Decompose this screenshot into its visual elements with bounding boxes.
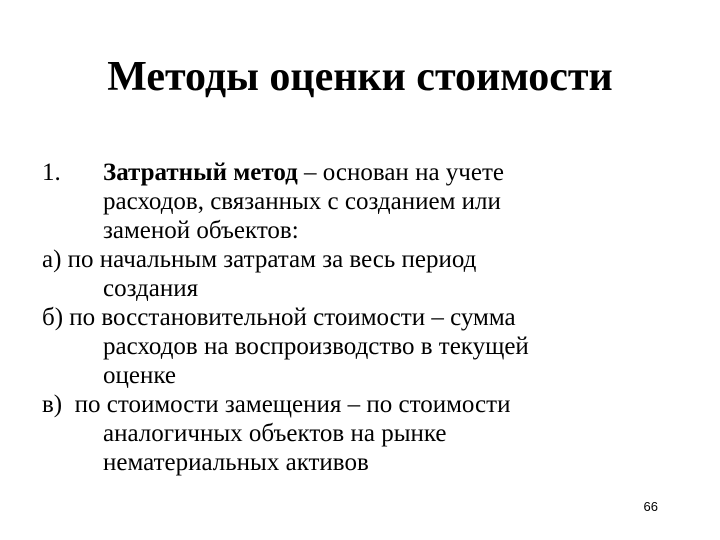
list-item-1 <box>42 158 682 245</box>
list-item-a <box>42 245 682 303</box>
list-item-1-line-1 <box>42 158 682 187</box>
slide-title: Методы оценки стоимости <box>107 54 613 100</box>
list-item-b-line-3: оценке <box>103 362 176 389</box>
list-item-1-number: 1. <box>42 159 61 186</box>
list-item-1-line-3: заменой объектов: <box>103 217 299 244</box>
list-item-a-line-1: а) по начальным затратам за весь период <box>42 246 477 273</box>
list-item-1-line-2: расходов, связанных с созданием или <box>103 188 501 215</box>
list-item-b-line-1: б) по восстановительной стоимости – сумма <box>42 304 516 331</box>
list-item-c-line-3: нематериальных активов <box>103 449 369 476</box>
list-item-a-line-2: создания <box>103 275 199 302</box>
list-item-b <box>42 303 682 390</box>
page-number: 66 <box>643 499 658 514</box>
method-term: Затратный метод <box>103 159 298 186</box>
list-item-c <box>42 390 682 477</box>
list-item-1-text: – основан на учете <box>297 159 504 186</box>
list-item-b-line-2: расходов на воспроизводство в текущей <box>103 333 529 360</box>
list-item-c-line-1: в) по стоимости замещения – по стоимости <box>42 391 511 418</box>
slide-body <box>42 158 682 477</box>
list-item-c-line-2: аналогичных объектов на рынке <box>103 420 447 447</box>
